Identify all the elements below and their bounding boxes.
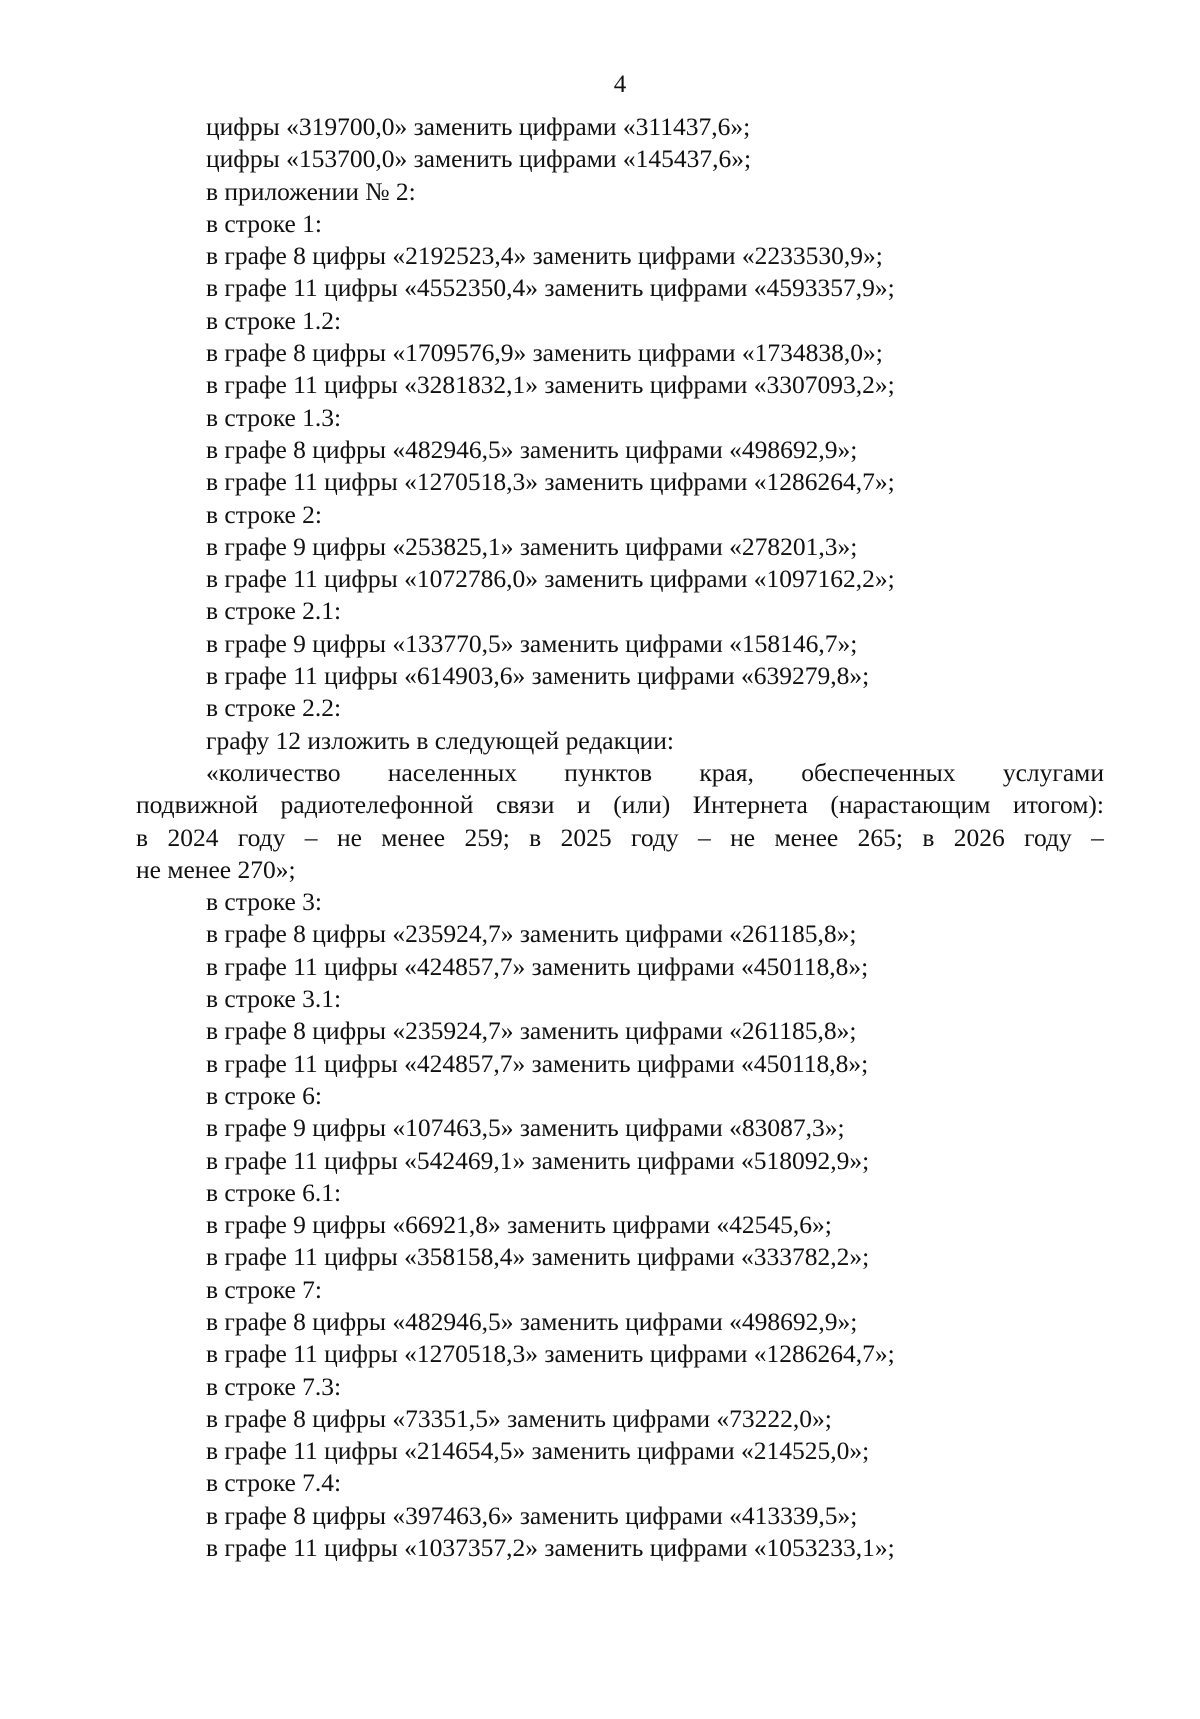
text-line: в строке 1: <box>206 208 322 238</box>
text-line: в графе 8 цифры «235924,7» заменить цифрами «261185,8»; <box>206 1016 857 1046</box>
text-line: в графе 11 цифры «3281832,1» заменить цифрами «3307093,2»; <box>206 370 895 400</box>
word: услугами <box>1002 757 1104 787</box>
document-body <box>136 111 1104 1564</box>
word: году <box>631 822 679 852</box>
word: 2026 <box>953 822 1005 852</box>
word: Интернета <box>692 790 808 820</box>
text-line: в приложении № 2: <box>206 176 416 206</box>
word: радиотелефонной <box>280 790 474 820</box>
word: 2024 <box>167 822 219 852</box>
text-line: в графе 11 цифры «424857,7» заменить цифрами «450118,8»; <box>206 951 869 981</box>
text-line: в графе 11 цифры «614903,6» заменить цифрами «639279,8»; <box>206 661 870 691</box>
text-line: в графе 11 цифры «1037357,2» заменить цифрами «1053233,1»; <box>206 1533 895 1563</box>
text-line: в строке 7: <box>206 1274 322 1304</box>
text-line: в графе 11 цифры «358158,4» заменить цифрами «333782,2»; <box>206 1242 870 1272</box>
word: пунктов <box>564 757 652 787</box>
text-line: цифры «319700,0» заменить цифрами «311437,6»; <box>206 112 751 141</box>
text-line: цифры «153700,0» заменить цифрами «145437,6»; <box>206 144 752 174</box>
text-line: в графе 8 цифры «397463,6» заменить цифрами «413339,5»; <box>206 1500 858 1530</box>
word: в <box>529 822 542 852</box>
word: (или) <box>613 790 671 820</box>
text-line: в строке 7.3: <box>206 1371 342 1401</box>
text-line: в строке 1.3: <box>206 402 342 432</box>
word: менее <box>774 822 839 852</box>
text-line: в строке 3.1: <box>206 984 342 1014</box>
lines-before <box>136 111 1104 757</box>
word: населенных <box>387 757 517 787</box>
text-line: в строке 2.2: <box>206 693 342 723</box>
text-line: в графе 9 цифры «107463,5» заменить цифрами «83087,3»; <box>206 1113 845 1143</box>
text-line: в графе 8 цифры «482946,5» заменить цифрами «498692,9»; <box>206 1306 858 1336</box>
text-line: в графе 11 цифры «424857,7» заменить цифрами «450118,8»; <box>206 1048 869 1078</box>
text-line: в графе 9 цифры «66921,8» заменить цифрами «42545,6»; <box>206 1210 832 1240</box>
text-line: в графе 11 цифры «214654,5» заменить цифрами «214525,0»; <box>206 1436 870 1466</box>
text-line: в графе 9 цифры «133770,5» заменить цифрами «158146,7»; <box>206 628 858 658</box>
quoted-paragraph <box>136 757 1104 886</box>
word: «количество <box>206 757 341 787</box>
word: связи <box>495 790 555 820</box>
text-line: в графе 8 цифры «73351,5» заменить цифрами «73222,0»; <box>206 1403 832 1433</box>
paragraph-line-1 <box>136 757 1104 789</box>
word: обеспеченных <box>801 757 956 787</box>
word: (нарастающим <box>830 790 991 820</box>
word: 259; <box>464 822 510 852</box>
text-line: в графе 11 цифры «1072786,0» заменить цифрами «1097162,2»; <box>206 564 895 594</box>
word: году <box>237 822 286 852</box>
lines-after <box>136 886 1104 1564</box>
word: в <box>922 822 935 852</box>
text-line: в графе 8 цифры «482946,5» заменить цифрами «498692,9»; <box>206 434 858 464</box>
text-line: в графе 8 цифры «235924,7» заменить цифрами «261185,8»; <box>206 919 857 949</box>
paragraph-line-4: не менее 270»; <box>136 854 296 884</box>
text-line: графу 12 изложить в следующей редакции: <box>206 725 675 755</box>
text-line: в графе 8 цифры «1709576,9» заменить цифрами «1734838,0»; <box>206 338 883 368</box>
text-line: в строке 3: <box>206 887 322 917</box>
word: – <box>1091 822 1104 852</box>
text-line: в строке 6.1: <box>206 1177 342 1207</box>
word: менее <box>381 822 446 852</box>
page-number: 4 <box>613 71 627 98</box>
text-line: в графе 11 цифры «542469,1» заменить цифрами «518092,9»; <box>206 1145 870 1175</box>
word: не <box>730 822 756 852</box>
text-line: в строке 7.4: <box>206 1468 342 1498</box>
word: году <box>1024 822 1072 852</box>
text-line: в графе 9 цифры «253825,1» заменить цифрами «278201,3»; <box>206 531 858 561</box>
text-line: в графе 8 цифры «2192523,4» заменить цифрами «2233530,9»; <box>206 241 883 271</box>
text-line: в графе 11 цифры «4552350,4» заменить цифрами «4593357,9»; <box>206 273 895 303</box>
word: не <box>336 822 362 852</box>
word: в <box>136 822 149 852</box>
text-line: в строке 1.2: <box>206 305 342 335</box>
word: края, <box>699 757 754 787</box>
paragraph-line-2 <box>136 789 1104 821</box>
text-line: в строке 6: <box>206 1080 322 1110</box>
word: подвижной <box>136 790 258 820</box>
word: 2025 <box>560 822 612 852</box>
word: – <box>304 822 318 852</box>
word: 265; <box>857 822 903 852</box>
word: итогом): <box>1012 790 1104 820</box>
word: и <box>577 790 591 820</box>
text-line: в графе 11 цифры «1270518,3» заменить цифрами «1286264,7»; <box>206 467 895 497</box>
paragraph-line-3 <box>136 822 1104 854</box>
text-line: в строке 2: <box>206 499 322 529</box>
text-line: в строке 2.1: <box>206 596 342 626</box>
word: – <box>697 822 711 852</box>
text-line: в графе 11 цифры «1270518,3» заменить цифрами «1286264,7»; <box>206 1339 895 1369</box>
